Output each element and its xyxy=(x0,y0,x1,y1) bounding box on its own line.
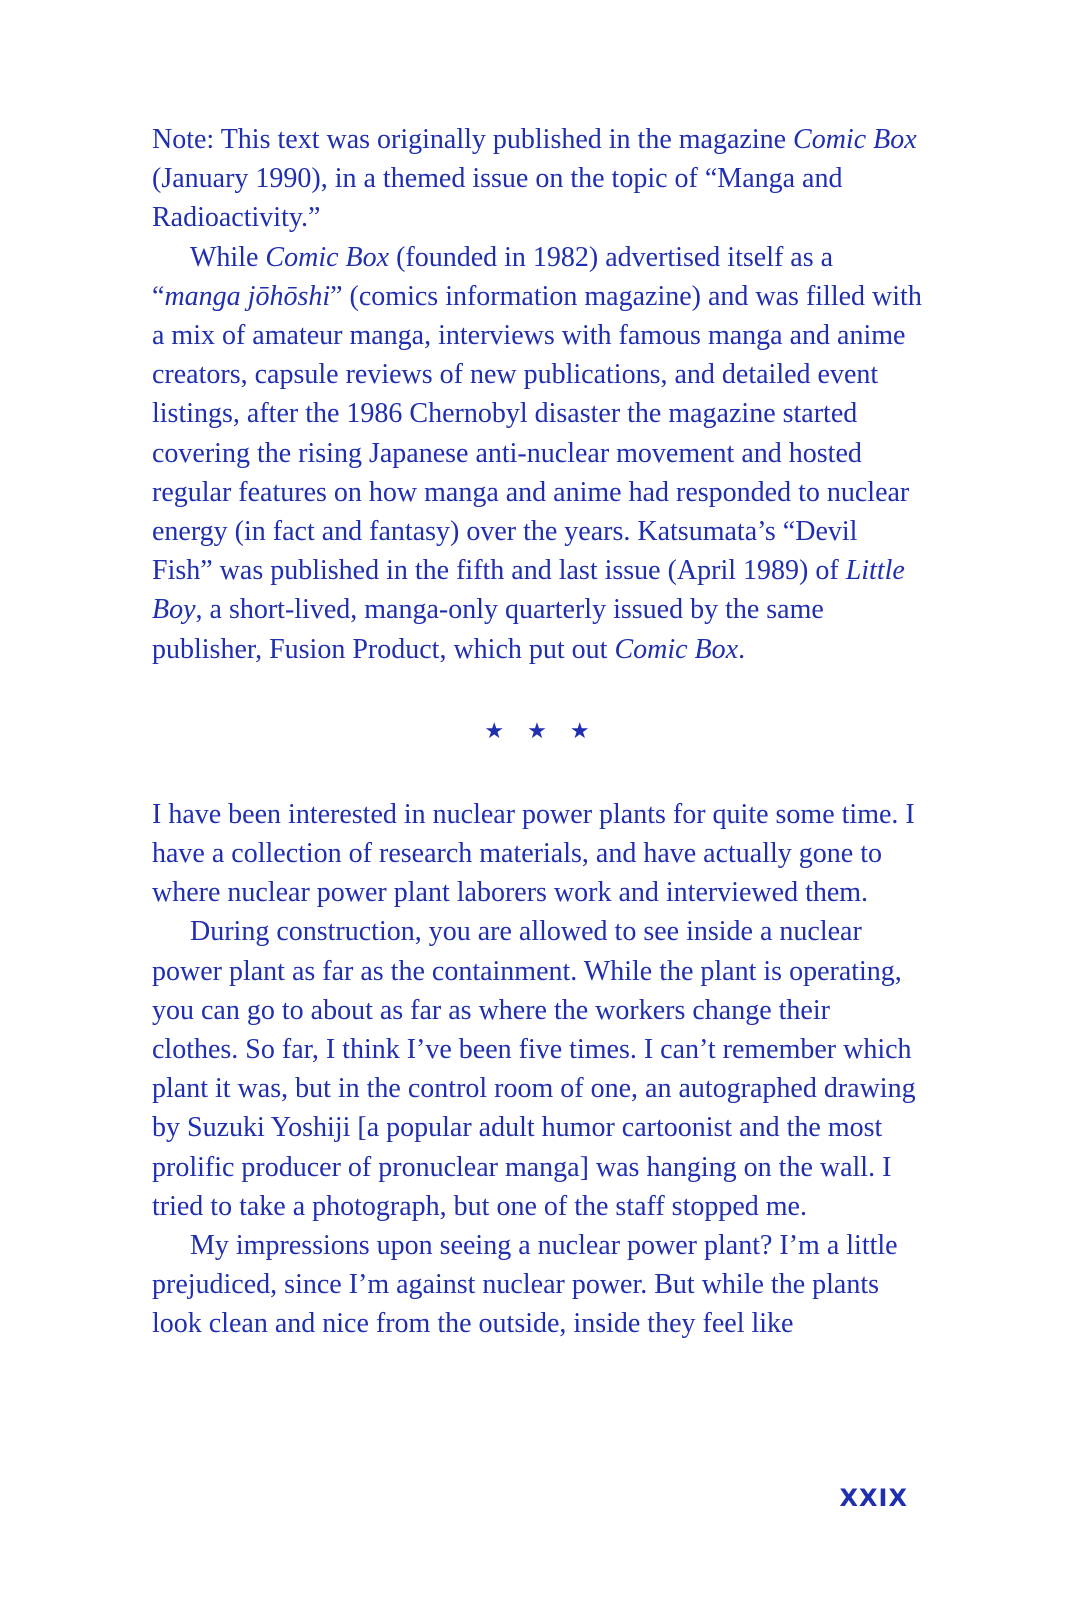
note-paragraph-2: While Comic Box (founded in 1982) advertised itself as a “manga jōhōshi” (comics information magazine) and was filled with a mix of amateur manga, interviews with famous manga and anime creators, capsule reviews of new publications, and detailed event listings, after the 1986 Chernobyl disaster the magazine started covering the rising Japanese anti-nuclear movement and hosted regular features on how manga and anime had responded to nuclear energy (in fact and fantasy) over the years. Katsumata’s “Devil Fish” was published in the fifth and last issue (April 1989) of Little Boy, a short-lived, manga-only quarterly issued by the same publisher, Fusion Product, which put out Comic Box. xyxy=(152,241,922,665)
italic-title: Comic Box xyxy=(265,241,390,273)
note-paragraph-1: Note: This text was originally published in the magazine Comic Box (January 1990), in a themed issue on the topic of “Manga and Radioactivity.” xyxy=(152,124,917,234)
italic-title: manga jōhōshi xyxy=(164,280,331,312)
body-paragraph-2: During construction, you are allowed to see inside a nuclear power plant as far as the containment. While the plant is operating, you can go to about as far as where the workers change their clothes. So far, I think I’ve been five times. I can’t remember which plant it was, but in the control room of one, an autographed drawing by Suzuki Yoshiji [a popular adult humor cartoonist and the most prolific producer of pronuclear manga] was hanging on the wall. I tried to take a photograph, but one of the staff stopped me. xyxy=(152,916,916,1222)
italic-title: Comic Box xyxy=(793,124,917,155)
body-paragraph-1: I have been interested in nuclear power plants for quite some time. I have a collection of research materials, and have actually gone to where nuclear power plant laborers work and interviewed them. xyxy=(152,798,915,909)
italic-title: Little Boy xyxy=(152,555,905,626)
italic-title: Comic Box xyxy=(614,633,739,665)
section-separator: ★ ★ ★ xyxy=(484,718,598,744)
page-number: XXIX xyxy=(839,1484,908,1512)
body-paragraph-3: My impressions upon seeing a nuclear power plant? I’m a little prejudiced, since I’m against nuclear power. But while the plants look clean and nice from the outside, inside they feel like xyxy=(152,1230,898,1340)
page-body xyxy=(152,120,922,1344)
